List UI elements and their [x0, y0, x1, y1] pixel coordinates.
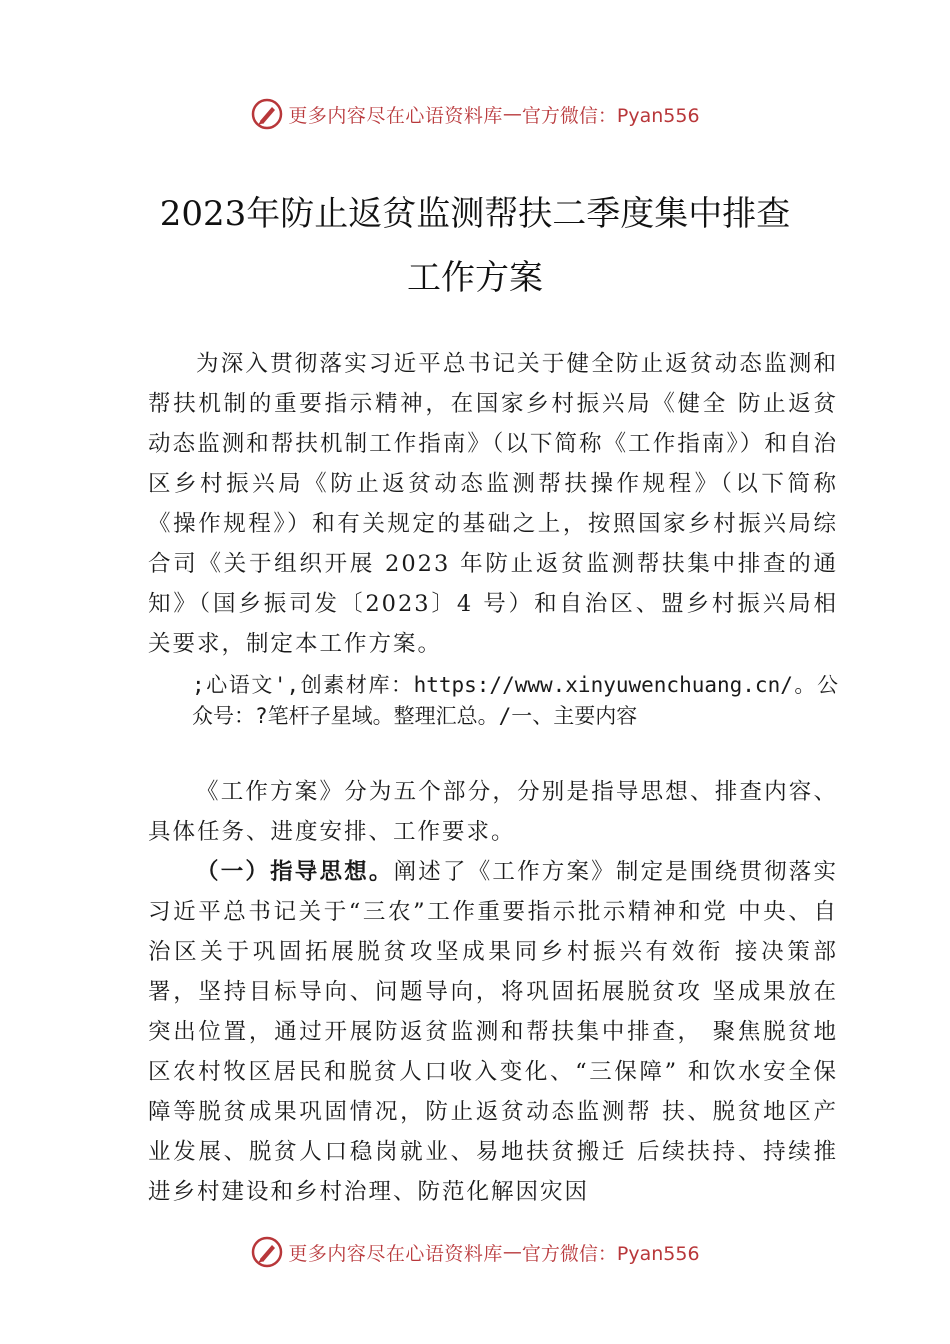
banner-separator: — — [502, 1241, 522, 1263]
pen-logo-icon — [250, 1235, 284, 1269]
document-title-line-1: 2023年防止返贫监测帮扶二季度集中排查 — [159, 194, 791, 234]
overview-paragraph: 《工作方案》分为五个部分，分别是指导思想、排查内容、具体任务、进度安排、工作要求。 — [148, 779, 838, 845]
header-banner — [0, 94, 950, 134]
footer-banner — [0, 1232, 950, 1272]
section-1-heading: （一）指导思想。 — [196, 859, 394, 885]
intro-paragraph: 为深入贯彻落实习近平总书记关于健全防止返贫动态监测和帮扶机制的重要指示精神，在国家乡村振兴局《健全 防止返贫动态监测和帮扶机制工作指南》（以下简称《工作指南》）和自治区乡村振兴局《防止返贫动态监测帮扶操作规程》（以下简称《操作规程》）和有关规定的基础之上，按照国家乡村振兴局综合司《关于组织开展 2023 年防止返贫监测帮扶集中排查的通知》（国乡振司发〔2023〕4 号）和自治区、盟乡村振兴局相关要求，制定本工作方案。 — [148, 351, 838, 657]
document-title-line-2: 工作方案 — [407, 258, 543, 298]
banner-text: 更多内容尽在心语资料库 — [288, 104, 503, 127]
banner-wechat: 官方微信：Pyan556 — [521, 104, 700, 127]
pen-logo-icon — [250, 97, 284, 131]
section-1-paragraph — [148, 852, 838, 1212]
section-1-body: 阐述了《工作方案》制定是围绕贯彻落实习近平总书记关于“三农”工作重要指示批示精神和党 中央、自治区关于巩固拓展脱贫攻坚成果同乡村振兴有效衔 接决策部署，坚持目标导向、问题导向，将巩固拓展脱贫攻 坚成果放在突出位置，通过开展防返贫监测和帮扶集中排查， 聚焦脱贫地区农村牧区居民和脱贫人口收入变化、“三保障” 和饮水安全保障等脱贫成果巩固情况，防止返贫动态监测帮 扶、脱贫地区产业发展、脱贫人口稳岗就业、易地扶贫搬迁 后续扶持、持续推进乡村建设和乡村治理、防范化解因灾因 — [148, 859, 838, 1205]
banner-separator: — — [502, 103, 522, 125]
banner-wechat: 官方微信：Pyan556 — [521, 1242, 700, 1265]
banner-text: 更多内容尽在心语资料库 — [288, 1242, 503, 1265]
watermark-note: ;心语文',创素材库：https://www.xinyuwenchuang.cn/。公众号：?笔杆子星域。整理汇总。/一、主要内容 — [192, 673, 838, 728]
